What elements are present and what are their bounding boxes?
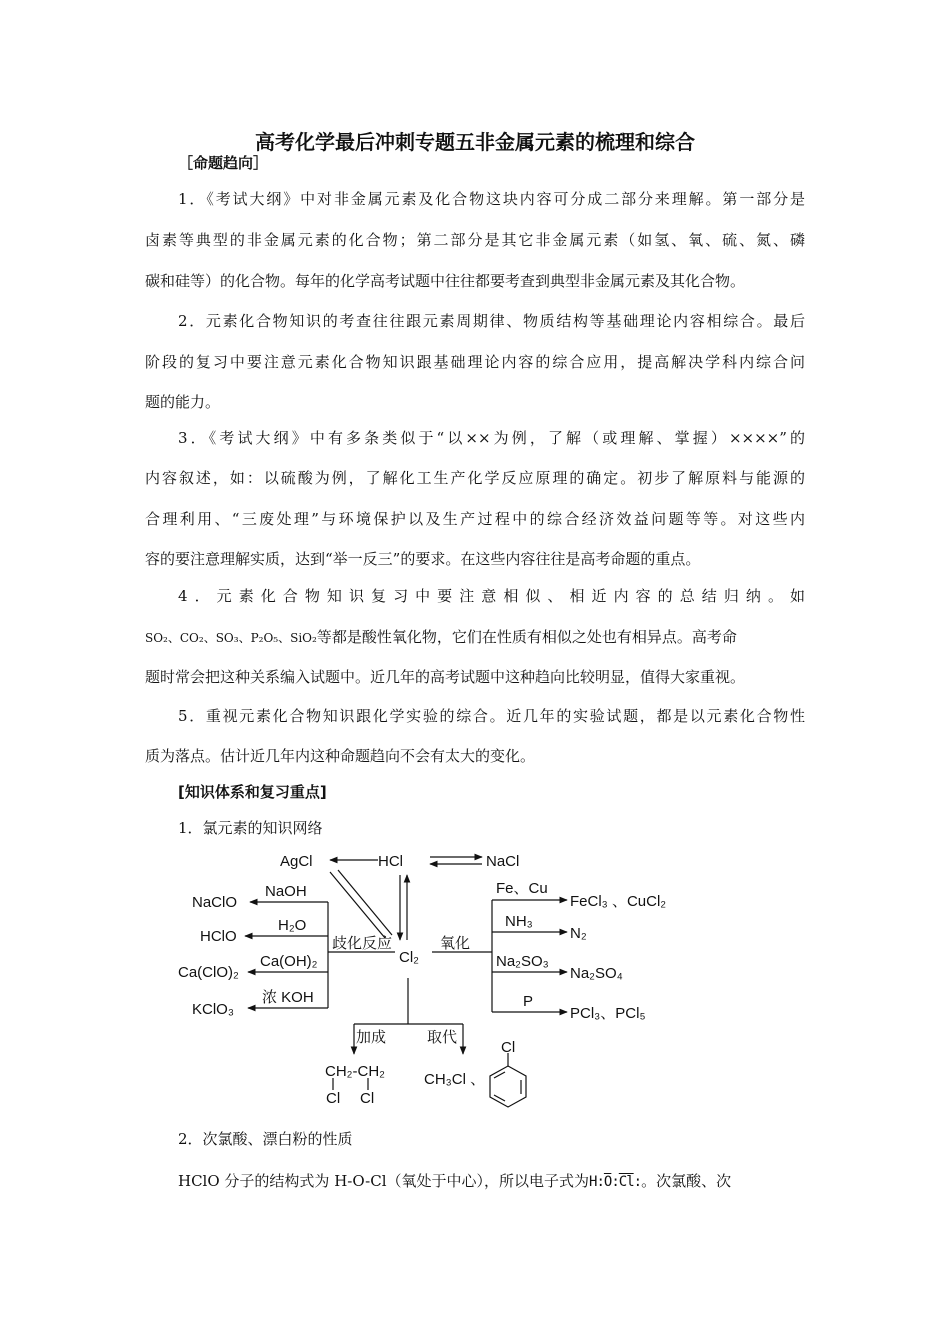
reagent-caoh2: Ca(OH)₂ bbox=[260, 953, 318, 970]
label-substitution: 取代 bbox=[427, 1029, 458, 1046]
reagent-naoh: NaOH bbox=[265, 883, 307, 900]
page-title: 高考化学最后冲刺专题五非金属元素的梳理和综合 bbox=[255, 130, 695, 154]
label-disproportionation: 歧化反应 bbox=[332, 935, 393, 952]
label-oxidation: 氧化 bbox=[440, 935, 471, 952]
reagent-nh3: NH₃ bbox=[505, 913, 533, 930]
p4-line2-rest: 等都是酸性氧化物，它们在性质有相似之处也有相异点。高考命 bbox=[316, 628, 737, 646]
label-cl2: Cl₂ bbox=[399, 949, 419, 966]
line-agcl-1 bbox=[330, 872, 385, 938]
chlorine-network-diagram bbox=[170, 840, 690, 1115]
product-ch3cl: CH₃Cl 、 bbox=[424, 1071, 486, 1088]
product-n2: N₂ bbox=[570, 925, 587, 942]
p5-line1: 5．重视元素化合物知识跟化学实验的综合。近几年的实验试题，都是以元素化合物性 bbox=[178, 707, 805, 725]
p3-line4: 容的要注意理解实质，达到“举一反三”的要求。在这些内容往往是高考命题的重点。 bbox=[145, 550, 701, 568]
p5-line2: 质为落点。估计近几年内这种命题趋向不会有太大的变化。 bbox=[145, 747, 536, 765]
label-ring-cl: Cl bbox=[501, 1039, 516, 1056]
p1-line3: 碳和硅等）的化合物。每年的化学高考试题中往往都要考查到典型非金属元素及其化合物。 bbox=[145, 272, 746, 290]
p2-line1: 2．元素化合物知识的考查往往跟元素周期律、物质结构等基础理论内容相综合。最后 bbox=[178, 312, 805, 330]
p4-line1: 4．元素化合物知识复习中要注意相似、相近内容的总结归纳。如 bbox=[178, 587, 805, 605]
label-hcl: HCl bbox=[378, 853, 403, 870]
product-cl-left: Cl bbox=[326, 1090, 341, 1107]
reagent-fecu: Fe、Cu bbox=[496, 880, 548, 897]
reagent-kkoh: 浓 KOH bbox=[262, 989, 314, 1006]
p4-oxides: SO₂、CO₂、SO₃、P₂O₅、SiO₂ bbox=[145, 631, 317, 645]
product-naclo: NaClO bbox=[192, 894, 238, 911]
product-na2so4: Na₂SO₄ bbox=[570, 965, 623, 982]
p2-line2: 阶段的复习中要注意元素化合物知识跟基础理论内容的综合应用，提高解决学科内综合问 bbox=[145, 353, 805, 371]
p1-line1: 1．《考试大纲》中对非金属元素及化合物这块内容可分成二部分来理解。第一部分是 bbox=[178, 190, 805, 208]
label-addition: 加成 bbox=[356, 1029, 387, 1046]
product-pcl3-pcl5: PCl₃、PCl₅ bbox=[570, 1005, 646, 1022]
product-hclo: HClO bbox=[200, 928, 237, 945]
p4-line2 bbox=[145, 626, 805, 647]
label-agcl: AgCl bbox=[280, 853, 313, 870]
product-cl-right: Cl bbox=[360, 1090, 375, 1107]
reagent-p: P bbox=[523, 993, 534, 1010]
item2-heading: 2．次氯酸、漂白粉的性质 bbox=[178, 1130, 353, 1148]
product-ch2ch2: CH₂-CH₂ bbox=[325, 1063, 385, 1080]
last-line-b: 。次氯酸、次 bbox=[641, 1172, 732, 1190]
section-heading-knowledge: [知识体系和复习重点] bbox=[178, 783, 327, 801]
item1-heading: 1．氯元素的知识网络 bbox=[178, 819, 323, 837]
last-line-a: HClO 分子的结构式为 H-O-Cl（氧处于中心），所以电子式为 bbox=[178, 1172, 590, 1190]
label-nacl: NaCl bbox=[486, 853, 520, 870]
p4-line3: 题时常会把这种关系编入试题中。近几年的高考试题中这种趋向比较明显，值得大家重视。 bbox=[145, 668, 746, 686]
last-line bbox=[178, 1170, 805, 1191]
electron-dot-formula: $H:\overline{O}:\overline{Cl}$: bbox=[589, 1174, 642, 1190]
section-heading-trend: ［命题趋向］ bbox=[178, 154, 269, 172]
product-caclo2: Ca(ClO)₂ bbox=[178, 964, 239, 981]
p3-line1: 3．《考试大纲》中有多条类似于“以××为例，了解（或理解、掌握）××××”的 bbox=[178, 429, 805, 447]
reagent-na2so3: Na₂SO₃ bbox=[496, 953, 549, 970]
p3-line3: 合理利用、“三废处理”与环境保护以及生产过程中的综合经济效益问题等等。对这些内 bbox=[145, 510, 805, 528]
p3-line2: 内容叙述，如：以硫酸为例，了解化工生产化学反应原理的确定。初步了解原料与能源的 bbox=[145, 469, 805, 487]
p2-line3: 题的能力。 bbox=[145, 393, 221, 411]
line-agcl-2 bbox=[338, 870, 392, 935]
product-fecl3-cucl2: FeCl₃ 、CuCl₂ bbox=[570, 893, 667, 910]
p1-line2: 卤素等典型的非金属元素的化合物；第二部分是其它非金属元素（如氢、氧、硫、氮、磷 bbox=[145, 231, 805, 249]
product-kclo3: KClO₃ bbox=[192, 1001, 234, 1018]
reagent-h2o: H₂O bbox=[278, 917, 307, 934]
